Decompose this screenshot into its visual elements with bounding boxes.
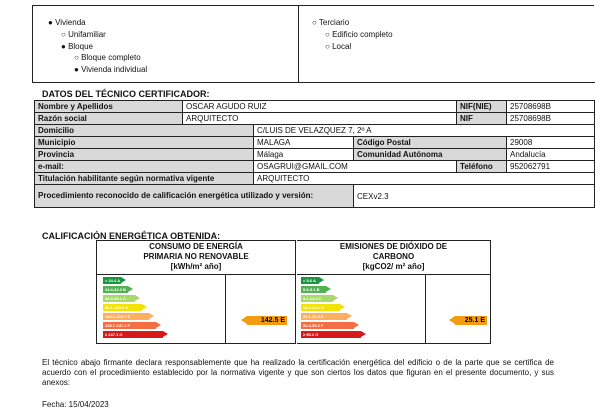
- emisiones-scale-bar-e: 22.1-52.4 E: [301, 313, 347, 320]
- procedimiento-value: CEXv2.3: [354, 185, 595, 208]
- certifier-section-title: DATOS DEL TÉCNICO CERTIFICADOR:: [42, 89, 210, 99]
- row-procedimiento: [35, 185, 595, 208]
- emisiones-scale-bar-f: 52.4-55.2 F: [301, 322, 354, 329]
- option-bloque-completo: ○ Bloque completo: [74, 53, 141, 62]
- consumo-scale-bar-f: 229.7-247.1 F: [103, 322, 156, 329]
- consumo-value-marker: 142.5 E: [247, 316, 287, 325]
- row-municipio: [35, 137, 595, 149]
- option-vivienda-individual: ● Vivienda individual: [74, 65, 148, 74]
- rating-section-title: CALIFICACIÓN ENERGÉTICA OBTENIDA:: [42, 231, 221, 241]
- option-unifamiliar-label: Unifamiliar: [68, 30, 106, 39]
- row-titulacion: [35, 173, 595, 185]
- razon-value: ARQUITECTO: [183, 113, 457, 125]
- option-bloque-completo-label: Bloque completo: [81, 53, 141, 62]
- nif-nie-label: NIF(NIE): [457, 101, 507, 113]
- option-bloque-label: Bloque: [68, 42, 93, 51]
- titulacion-label: Titulación habilitante según normativa vigente: [35, 173, 254, 185]
- option-unifamiliar: ○ Unifamiliar: [61, 30, 106, 39]
- option-terciario: ○ Terciario: [312, 18, 350, 27]
- email-value: OSAGRUI@GMAIL.COM: [254, 161, 457, 173]
- emisiones-panel: [297, 240, 491, 344]
- titulacion-value: ARQUITECTO: [254, 173, 595, 185]
- emisiones-scale-bar-c: 9.1-14.4 C: [301, 295, 333, 302]
- tel-value: 952062791: [507, 161, 595, 173]
- building-type-top-rule: [32, 0, 594, 6]
- certifier-table: [34, 100, 595, 208]
- row-nombre: [35, 101, 595, 113]
- consumo-divider: [225, 274, 226, 343]
- domicilio-label: Domicilio: [35, 125, 254, 137]
- emisiones-title-line2: CARBONO: [372, 252, 415, 261]
- emisiones-scale-bar-b: 5.6-9.1 B: [301, 286, 326, 293]
- consumo-unit: [kWh/m² año]: [170, 262, 222, 271]
- consumo-title-line2: PRIMARIA NO RENOVABLE: [143, 252, 249, 261]
- nif-value: 25708698B: [507, 113, 595, 125]
- consumo-panel: [96, 240, 296, 344]
- cp-label: Código Postal: [354, 137, 507, 149]
- emisiones-scale-bar-a: < 5.6 A: [301, 277, 319, 284]
- row-provincia: [35, 149, 595, 161]
- razon-label: Razón social: [35, 113, 183, 125]
- nif-label: NIF: [457, 113, 507, 125]
- row-razon: [35, 113, 595, 125]
- row-domicilio: [35, 125, 595, 137]
- emisiones-scale-bar-d: 14.4-22.1 D: [301, 304, 340, 311]
- option-local-label: Local: [332, 42, 352, 51]
- nif-nie-value: 25708698B: [507, 101, 595, 113]
- option-vivienda: ● Vivienda: [48, 18, 86, 27]
- procedimiento-label: Procedimiento reconocido de calificación energética utilizado y versión:: [35, 185, 354, 208]
- option-local: ○ Local: [325, 42, 352, 51]
- cp-value: 29008: [507, 137, 595, 149]
- nombre-label: Nombre y Apellidos: [35, 101, 183, 113]
- ca-value: Andalucía: [507, 149, 595, 161]
- emisiones-scale: [301, 277, 421, 341]
- tel-label: Teléfono: [457, 161, 507, 173]
- fecha-text: Fecha: 15/04/2023: [42, 400, 109, 409]
- consumo-scale-bar-g: ≥ 247.1 G: [103, 331, 163, 338]
- consumo-header-rule: [97, 274, 295, 275]
- row-email: [35, 161, 595, 173]
- domicilio-value: C/LUIS DE VELAZQUEZ 7, 2º A: [254, 125, 595, 137]
- emisiones-divider: [425, 274, 426, 343]
- provincia-value: Málaga: [254, 149, 354, 161]
- municipio-label: Municipio: [35, 137, 254, 149]
- emisiones-scale-bar-g: ≥ 55.2 G: [301, 331, 361, 338]
- option-vivienda-label: Vivienda: [55, 18, 86, 27]
- option-edificio-completo-label: Edificio completo: [332, 30, 393, 39]
- consumo-scale-bar-e: 100.2-229.7 E: [103, 313, 149, 320]
- consumo-title: [97, 242, 295, 272]
- option-terciario-label: Terciario: [318, 18, 350, 27]
- emisiones-title-line1: EMISIONES DE DIÓXIDO DE: [339, 242, 448, 251]
- emisiones-header-rule: [297, 274, 490, 275]
- consumo-scale-bar-b: 24.4-42.3 B: [103, 286, 128, 293]
- option-vivienda-individual-label: Vivienda individual: [81, 65, 148, 74]
- option-bloque: ● Bloque: [61, 42, 93, 51]
- emisiones-title: [297, 242, 490, 272]
- building-type-divider: [298, 6, 299, 82]
- consumo-title-line1: CONSUMO DE ENERGÍA: [149, 242, 243, 251]
- provincia-label: Provincia: [35, 149, 254, 161]
- emisiones-value-marker: 25.1 E: [455, 316, 487, 325]
- email-label: e-mail:: [35, 161, 254, 173]
- consumo-scale-bar-a: < 24.4 A: [105, 278, 121, 283]
- consumo-scale-bar-d: 65.1-100.2 D: [103, 304, 142, 311]
- emisiones-unit: [kgCO2/ m² año]: [362, 262, 425, 271]
- declaration-text: El técnico abajo firmante declara responsablemente que ha realizado la certificación energética del edificio o de la parte que se certifica de acuerdo con el procedimiento establecido por la normativa vigente y que son ciertos los datos que figuran en el presente documento, y sus anexos:: [42, 358, 554, 387]
- consumo-scale: [103, 277, 223, 341]
- ca-label: Comunidad Autónoma: [354, 149, 507, 161]
- municipio-value: MALAGA: [254, 137, 354, 149]
- option-edificio-completo: ○ Edificio completo: [325, 30, 393, 39]
- nombre-value: OSCAR AGUDO RUIZ: [183, 101, 457, 113]
- consumo-scale-bar-c: 42.3-65.1 C: [103, 295, 135, 302]
